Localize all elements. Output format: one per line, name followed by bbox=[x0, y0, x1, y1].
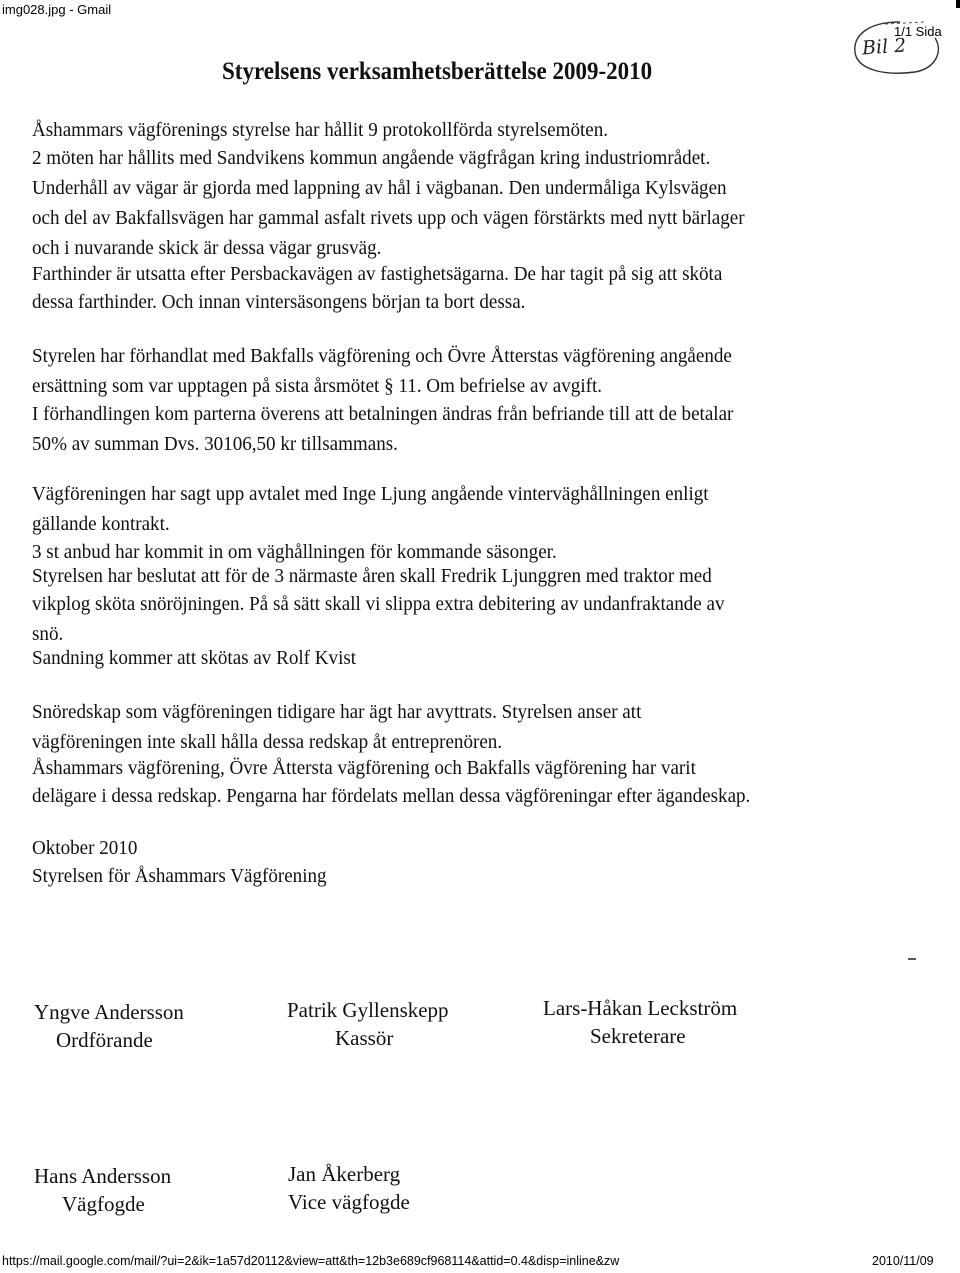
body-line: Åshammars vägförening, Övre Åttersta vägförening och Bakfalls vägförening har varit bbox=[32, 757, 696, 779]
body-line: vikplog sköta snöröjningen. På så sätt skall vi slippa extra debitering av undanfraktande av bbox=[32, 593, 725, 615]
body-line: Snöredskap som vägföreningen tidigare har ägt har avyttrats. Styrelsen anser att bbox=[32, 701, 642, 723]
signature-role: Sekreterare bbox=[590, 1024, 686, 1048]
corner-mark bbox=[956, 0, 960, 8]
body-line: Sandning kommer att skötas av Rolf Kvist bbox=[32, 647, 357, 669]
signature-role: Kassör bbox=[335, 1026, 394, 1050]
body-line: snö. bbox=[32, 623, 64, 645]
body-line: gällande kontrakt. bbox=[32, 513, 170, 535]
body-line: vägföreningen inte skall hålla dessa redskap åt entreprenören. bbox=[32, 731, 503, 753]
body-line: och del av Bakfallsvägen har gammal asfalt rivets upp och vägen förstärkts med nytt bärlager bbox=[32, 207, 745, 229]
body-line: Underhåll av vägar är gjorda med lappning av hål i vägbanan. Den undermåliga Kylsvägen bbox=[32, 177, 727, 199]
body-line: Vägföreningen har sagt upp avtalet med Inge Ljung angående vinterväghållningen enligt bbox=[32, 483, 709, 505]
signature-role: Vägfogde bbox=[62, 1192, 145, 1216]
body-line: Åshammars vägförenings styrelse har hållit 9 protokollförda styrelsemöten. bbox=[32, 119, 609, 141]
stray-mark bbox=[908, 958, 916, 960]
body-line: 2 möten har hållits med Sandvikens kommun angående vägfrågan kring industriområdet. bbox=[32, 147, 711, 169]
signature-name: Yngve Andersson bbox=[34, 1000, 184, 1024]
signature-name: Patrik Gyllenskepp bbox=[287, 998, 449, 1022]
signature-name: Lars-Håkan Leckström bbox=[543, 996, 738, 1020]
signature-name: Hans Andersson bbox=[34, 1164, 172, 1188]
body-line: 50% av summan Dvs. 30106,50 kr tillsammans. bbox=[32, 433, 398, 455]
body-line: Styrelen har förhandlat med Bakfalls vägförening och Övre Åtterstas vägförening angående bbox=[32, 345, 732, 367]
body-line: 3 st anbud har kommit in om väghållningen för kommande säsonger. bbox=[32, 541, 557, 563]
body-line: ersättning som var upptagen på sista årsmötet § 11. Om befrielse av avgift. bbox=[32, 375, 603, 397]
footer-url: https://mail.google.com/mail/?ui=2&ik=1a57d20112&view=att&th=12b3e689cf968114&attid=0.4&disp=inline&zw bbox=[2, 1254, 620, 1268]
footer-date: 2010/11/09 bbox=[872, 1254, 934, 1268]
page-counter: 1/1 Sida bbox=[894, 24, 942, 39]
tab-title: img028.jpg - Gmail bbox=[2, 2, 112, 17]
body-line: och i nuvarande skick är dessa vägar grusväg. bbox=[32, 237, 382, 259]
body-line: dessa farthinder. Och innan vintersäsongens början ta bort dessa. bbox=[32, 291, 526, 313]
board-name: Styrelsen för Åshammars Vägförening bbox=[32, 865, 327, 887]
signature-role: Vice vägfogde bbox=[288, 1190, 410, 1214]
body-line: Farthinder är utsatta efter Persbackavägen av fastighetsägarna. De har tagit på sig att sköta bbox=[32, 263, 723, 285]
body-line: Styrelsen har beslutat att för de 3 närmaste åren skall Fredrik Ljunggren med traktor med bbox=[32, 565, 712, 587]
signature-role: Ordförande bbox=[56, 1028, 153, 1052]
signature-name: Jan Åkerberg bbox=[288, 1162, 401, 1186]
document-title: Styrelsens verksamhetsberättelse 2009-2010 bbox=[222, 58, 653, 85]
body-line: delägare i dessa redskap. Pengarna har fördelats mellan dessa vägföreningar efter ägandeskap. bbox=[32, 785, 751, 807]
stamp-text: Bil 2 bbox=[861, 34, 907, 60]
body-line: I förhandlingen kom parterna överens att betalningen ändras från befriande till att de betalar bbox=[32, 403, 734, 425]
document-date: Oktober 2010 bbox=[32, 837, 138, 859]
